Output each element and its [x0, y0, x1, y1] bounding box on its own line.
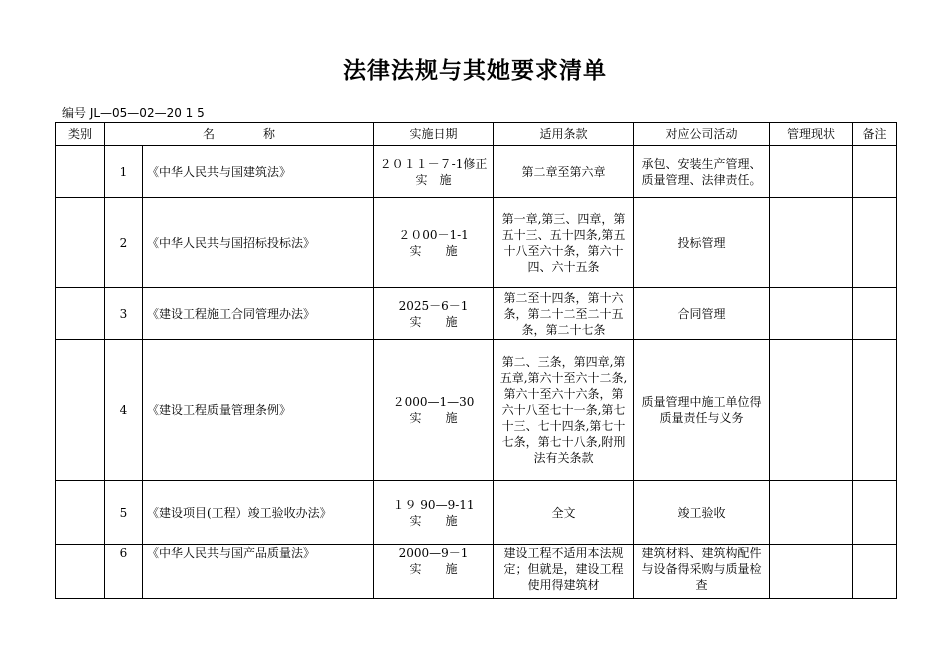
remark: [853, 288, 897, 340]
applicable-clauses: 全文: [494, 481, 634, 545]
applicable-clauses: 第二章至第六章: [494, 146, 634, 198]
header-category: 类别: [56, 123, 105, 146]
category-cell: [56, 198, 105, 288]
row-number: 2: [105, 198, 143, 288]
category-cell: [56, 288, 105, 340]
header-row: [56, 123, 897, 146]
effective-date-cell: [374, 340, 494, 481]
effective-note: 实 施: [409, 243, 458, 258]
remark: [853, 340, 897, 481]
category-cell: [56, 340, 105, 481]
regulation-name: 《建设项目(工程）竣工验收办法》: [143, 481, 374, 545]
row-number: 5: [105, 481, 143, 545]
applicable-clauses: 第二、三条，第四章,第五章,第六十至六十二条,第六十至六十六条，第六十八至七十一条,第七十三、七十四条,第七十七条，第七十八条,附刑法有关条款: [494, 340, 634, 481]
document-number: 编号 JL—05—02—20 1 5: [62, 106, 205, 120]
effective-date: ２０１１－７-1修正: [379, 156, 488, 171]
header-activity: 对应公司活动: [634, 123, 770, 146]
header-name: 名 称: [105, 123, 374, 146]
effective-note: 实 施: [415, 172, 452, 187]
table-row: [56, 288, 897, 340]
table-row: [56, 481, 897, 545]
table-row: [56, 340, 897, 481]
row-number: 4: [105, 340, 143, 481]
company-activity: 承包、安装生产管理、质量管理、法律责任。: [634, 146, 770, 198]
management-status: [770, 545, 853, 599]
management-status: [770, 146, 853, 198]
applicable-clauses: 建设工程不适用本法规定；但就是，建设工程使用得建筑材: [494, 545, 634, 599]
company-activity: 投标管理: [634, 198, 770, 288]
header-remark: 备注: [853, 123, 897, 146]
company-activity: 竣工验收: [634, 481, 770, 545]
effective-note: 实 施: [409, 513, 458, 528]
applicable-clauses: 第二至十四条，第十六条，第二十二至二十五条，第二十七条: [494, 288, 634, 340]
effective-date-cell: [374, 198, 494, 288]
remark: [853, 545, 897, 599]
effective-date: 2000—9－1: [398, 546, 469, 560]
category-cell: [56, 545, 105, 599]
applicable-clauses: 第一章,第三、四章，第五十三、五十四条,第五十八至六十条，第六十四、六十五条: [494, 198, 634, 288]
effective-date-cell: [374, 481, 494, 545]
effective-date-cell: [374, 146, 494, 198]
effective-date: ２０00－1-1: [398, 227, 469, 242]
regulations-table: [55, 122, 897, 599]
regulation-name: 《建设工程施工合同管理办法》: [143, 288, 374, 340]
regulation-name: 《中华人民共与国产品质量法》: [143, 545, 374, 599]
company-activity: 建筑材料、建筑构配件与设备得采购与质量检查: [634, 545, 770, 599]
effective-note: 实 施: [409, 314, 458, 329]
page-title: 法律法规与其她要求清单: [343, 58, 607, 84]
row-number: 6: [105, 545, 143, 599]
effective-note: 实 施: [409, 562, 458, 576]
effective-date: ２000—1—30: [392, 395, 475, 409]
effective-date-cell: [374, 288, 494, 340]
header-date: 实施日期: [374, 123, 494, 146]
effective-date: １９ 90—9-11: [392, 497, 475, 512]
effective-date-cell: [374, 545, 494, 599]
regulation-name: 《中华人民共与国建筑法》: [143, 146, 374, 198]
management-status: [770, 288, 853, 340]
category-cell: [56, 146, 105, 198]
row-number: 3: [105, 288, 143, 340]
table-row: [56, 545, 897, 599]
header-status: 管理现状: [770, 123, 853, 146]
management-status: [770, 481, 853, 545]
category-cell: [56, 481, 105, 545]
regulation-name: 《中华人民共与国招标投标法》: [143, 198, 374, 288]
effective-note: 实 施: [409, 411, 458, 425]
table-row: [56, 146, 897, 198]
management-status: [770, 198, 853, 288]
company-activity: 合同管理: [634, 288, 770, 340]
effective-date: 2025－6－1: [398, 298, 469, 313]
company-activity: 质量管理中施工单位得质量责任与义务: [634, 340, 770, 481]
row-number: 1: [105, 146, 143, 198]
management-status: [770, 340, 853, 481]
header-clauses: 适用条款: [494, 123, 634, 146]
remark: [853, 481, 897, 545]
regulation-name: 《建设工程质量管理条例》: [143, 340, 374, 481]
remark: [853, 146, 897, 198]
table-row: [56, 198, 897, 288]
remark: [853, 198, 897, 288]
